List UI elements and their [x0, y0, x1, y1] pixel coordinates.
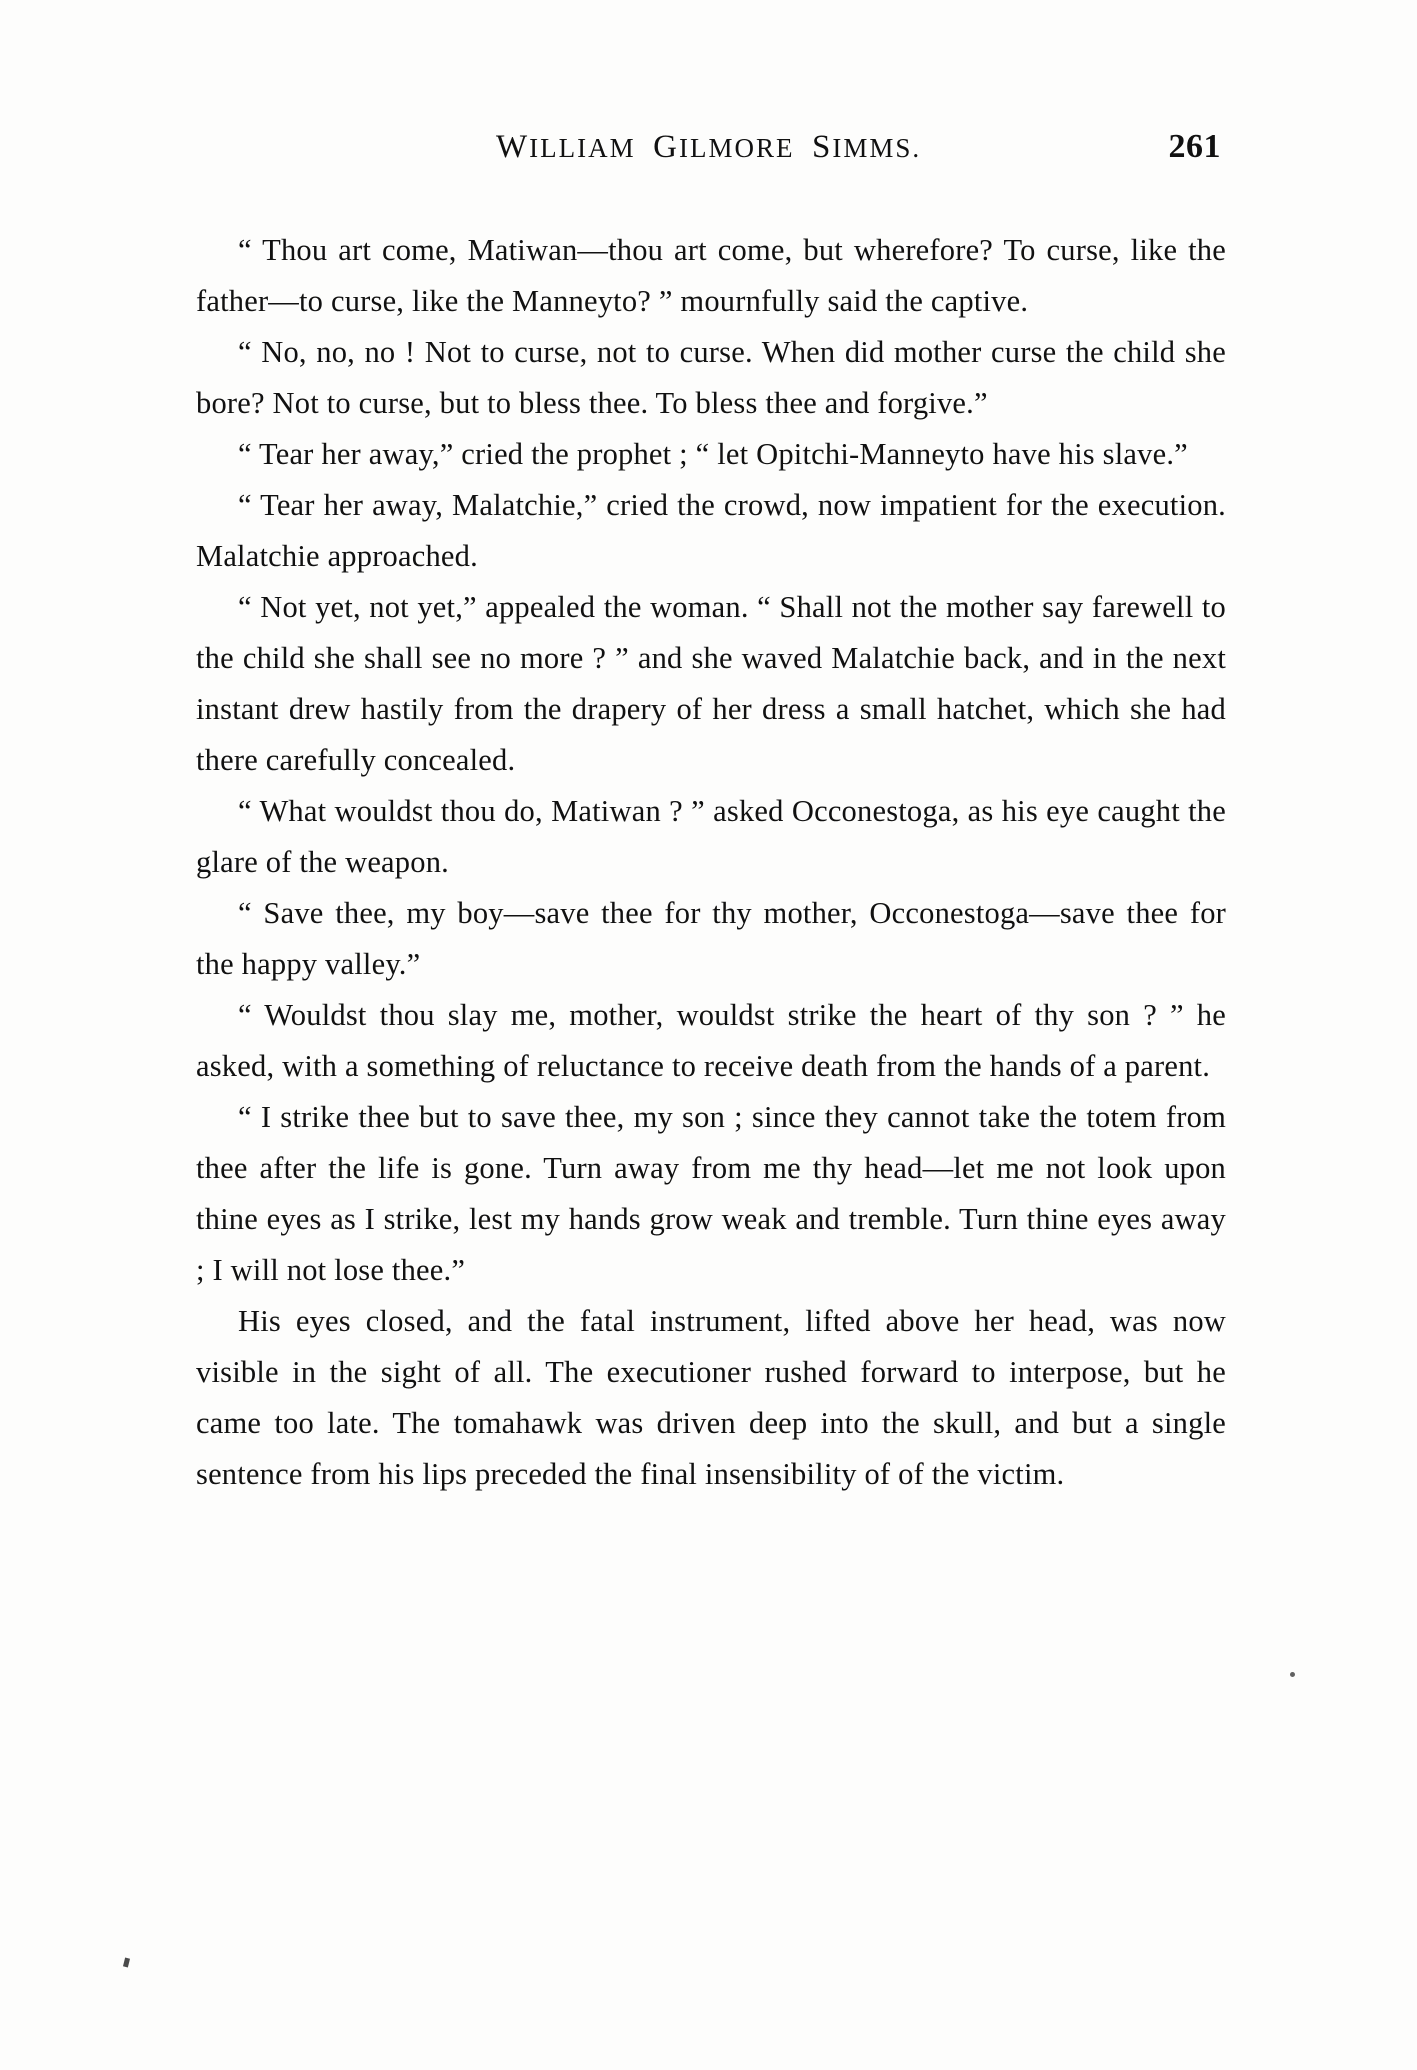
running-head-initial-g: G	[653, 129, 679, 165]
paragraph: “ Save thee, my boy—save thee for thy mother, Occonestoga—save thee for the happy valley.”	[196, 896, 1226, 981]
page-number: 261	[1168, 128, 1221, 165]
scan-speck	[123, 1958, 130, 1968]
paragraph: His eyes closed, and the fatal instrument, lifted above her head, was now visible in the sight of all. The executioner rushed forward to interpose, but he came too late. The tomahawk was driven deep into the skull, and but a single sentence from his lips preceded the final insensibility of of the victim.	[196, 1304, 1226, 1491]
paragraph: “ Wouldst thou slay me, mother, wouldst strike the heart of thy son ? ” he asked, with a something of reluctance to receive death from the hands of a parent.	[196, 998, 1226, 1083]
running-head	[496, 129, 921, 166]
page-header	[196, 128, 1221, 176]
paragraph: “ Not yet, not yet,” appealed the woman. “ Shall not the mother say farewell to the child she shall see no more ? ” and she waved Malatchie back, and in the next instant drew hastily from the drapery of her dress a small hatchet, which she had there carefully concealed.	[196, 590, 1226, 777]
running-head-simms: IMMS.	[832, 133, 922, 163]
paragraph: “ I strike thee but to save thee, my son ; since they cannot take the totem from thee after the life is gone. Turn away from me thy head—let me not look upon thine eyes as I strike, lest my hands grow weak and tremble. Turn thine eyes away ; I will not lose thee.”	[196, 1100, 1226, 1287]
paragraph: “ Thou art come, Matiwan—thou art come, but wherefore? To curse, like the father—to curse, like the Manneyto? ” mournfully said the captive.	[196, 233, 1226, 318]
paragraph: “ What wouldst thou do, Matiwan ? ” asked Occonestoga, as his eye caught the glare of the weapon.	[196, 794, 1226, 879]
scan-speck	[1290, 1672, 1295, 1677]
running-head-gilmore: ILMORE	[678, 133, 795, 163]
paragraph: “ Tear her away,” cried the prophet ; “ let Opitchi-Manneyto have his slave.”	[238, 437, 1188, 471]
paragraph: “ No, no, no ! Not to curse, not to curse. When did mother curse the child she bore? Not to curse, but to bless thee. To bless thee and forgive.”	[196, 335, 1226, 420]
running-head-william: ILLIAM	[529, 133, 636, 163]
running-head-initial-w: W	[496, 129, 530, 165]
running-head-initial-s: S	[811, 129, 833, 165]
page-body-text	[196, 225, 1226, 1500]
paragraph: “ Tear her away, Malatchie,” cried the crowd, now impatient for the execution. Malatchie approached.	[196, 488, 1226, 573]
